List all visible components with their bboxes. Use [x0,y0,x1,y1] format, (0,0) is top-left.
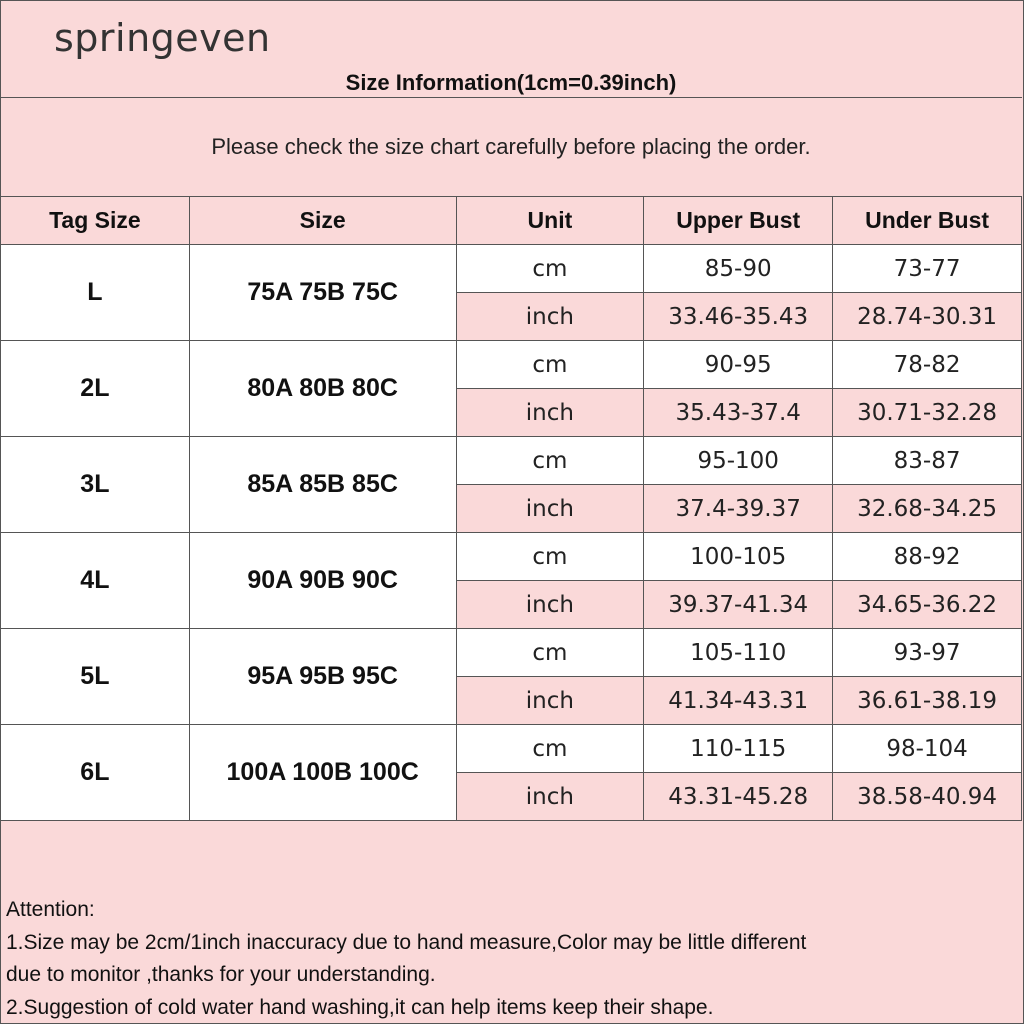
under-bust-cell: 34.65-36.22 [833,581,1022,629]
attention-heading: Attention: [6,898,95,921]
header-upper-bust: Upper Bust [644,197,833,245]
under-bust-cell: 93-97 [833,629,1022,677]
table-row [1,437,1022,485]
unit-cell: inch [456,581,644,629]
under-bust-cell: 98-104 [833,725,1022,773]
size-cell: 90A 90B 90C [189,533,456,629]
table-row [1,629,1022,677]
under-bust-cell: 30.71-32.28 [833,389,1022,437]
upper-bust-cell: 100-105 [644,533,833,581]
table-row [1,533,1022,581]
table-body [1,245,1022,821]
upper-bust-cell: 41.34-43.31 [644,677,833,725]
upper-bust-cell: 110-115 [644,725,833,773]
upper-bust-cell: 39.37-41.34 [644,581,833,629]
under-bust-cell: 78-82 [833,341,1022,389]
upper-bust-cell: 43.31-45.28 [644,773,833,821]
tag-size-cell: 5L [1,629,190,725]
upper-bust-cell: 105-110 [644,629,833,677]
unit-cell: cm [456,533,644,581]
size-cell: 75A 75B 75C [189,245,456,341]
under-bust-cell: 36.61-38.19 [833,677,1022,725]
page-title: Size Information(1cm=0.39inch) [345,70,677,95]
table-row [1,245,1022,293]
tag-size-cell: 4L [1,533,190,629]
upper-bust-cell: 35.43-37.4 [644,389,833,437]
attention-line: 1.Size may be 2cm/1inch inaccuracy due to hand measure,Color may be little different [6,930,807,954]
under-bust-cell: 32.68-34.25 [833,485,1022,533]
upper-bust-cell: 33.46-35.43 [644,293,833,341]
table-row [1,725,1022,773]
brand-logo: springeven [54,16,271,60]
unit-cell: inch [456,773,644,821]
divider [0,97,1022,98]
under-bust-cell: 28.74-30.31 [833,293,1022,341]
tag-size-cell: 3L [1,437,190,533]
header-tag-size: Tag Size [1,197,190,245]
attention-line: 2.Suggestion of cold water hand washing,it can help items keep their shape. [6,995,714,1019]
size-cell: 95A 95B 95C [189,629,456,725]
notice-text: Please check the size chart carefully before placing the order. [211,134,811,159]
tag-size-cell: L [1,245,190,341]
unit-cell: inch [456,293,644,341]
header-unit: Unit [456,197,644,245]
upper-bust-cell: 37.4-39.37 [644,485,833,533]
tag-size-cell: 6L [1,725,190,821]
size-cell: 100A 100B 100C [189,725,456,821]
unit-cell: cm [456,245,644,293]
attention-line: due to monitor ,thanks for your understanding. [6,963,436,986]
under-bust-cell: 38.58-40.94 [833,773,1022,821]
tag-size-cell: 2L [1,341,190,437]
size-cell: 80A 80B 80C [189,341,456,437]
unit-cell: inch [456,389,644,437]
table-header-row [1,197,1022,245]
unit-cell: inch [456,485,644,533]
unit-cell: cm [456,437,644,485]
upper-bust-cell: 95-100 [644,437,833,485]
table-row [1,341,1022,389]
unit-cell: cm [456,629,644,677]
size-cell: 85A 85B 85C [189,437,456,533]
under-bust-cell: 88-92 [833,533,1022,581]
under-bust-cell: 83-87 [833,437,1022,485]
under-bust-cell: 73-77 [833,245,1022,293]
unit-cell: cm [456,341,644,389]
unit-cell: cm [456,725,644,773]
upper-bust-cell: 85-90 [644,245,833,293]
size-table [0,196,1022,821]
header-size: Size [189,197,456,245]
attention-notes [6,894,806,1024]
header-under-bust: Under Bust [833,197,1022,245]
upper-bust-cell: 90-95 [644,341,833,389]
unit-cell: inch [456,677,644,725]
